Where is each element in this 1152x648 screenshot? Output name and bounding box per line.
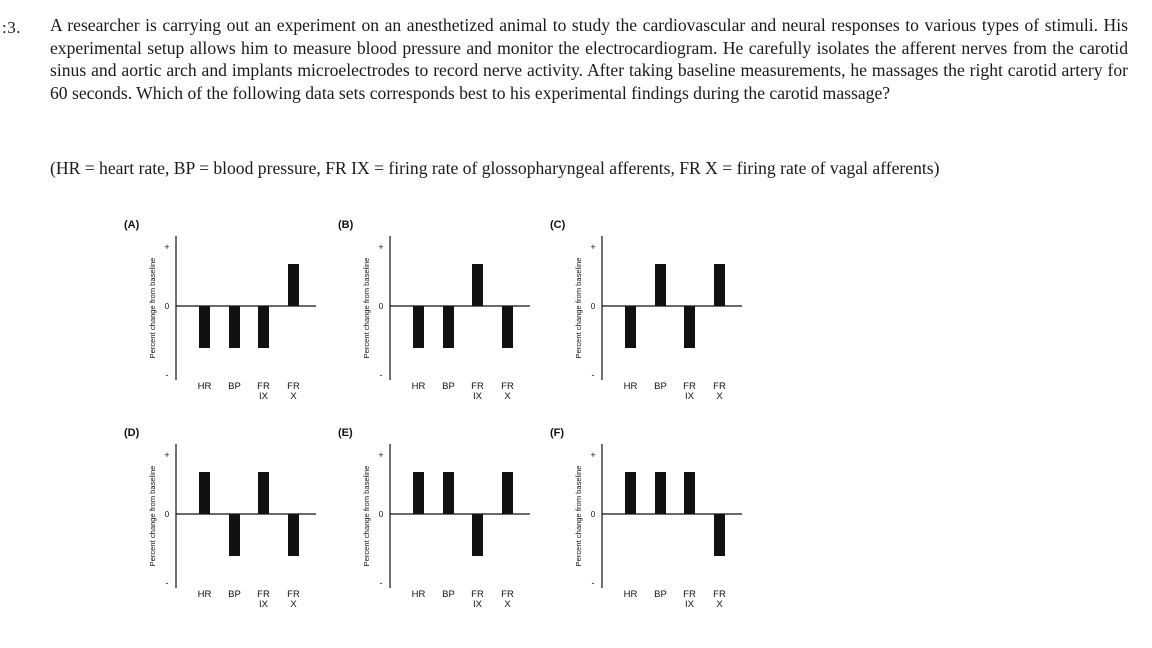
chart-a-bar-bp bbox=[229, 306, 240, 348]
chart-e-category-label: FR bbox=[471, 589, 484, 600]
chart-b-bar-hr bbox=[413, 306, 424, 348]
chart-f-category-label: FR bbox=[713, 589, 726, 600]
chart-d-bar-bp bbox=[229, 514, 240, 556]
chart-a-category-label: FR bbox=[287, 381, 300, 392]
chart-c-ytick: 0 bbox=[590, 302, 596, 311]
chart-c-category-label: HR bbox=[623, 381, 638, 392]
chart-f-label: (F) bbox=[550, 427, 565, 439]
abbreviation-legend: (HR = heart rate, BP = blood pressure, FR IX = firing rate of glossopharyngeal afferents, FR X = firing rate of vagal afferents) bbox=[50, 158, 940, 178]
chart-d-ytick: + bbox=[164, 450, 170, 460]
chart-e-ytick: - bbox=[379, 578, 383, 588]
question-number: :3. bbox=[2, 18, 21, 37]
chart-b-category-label: FR bbox=[501, 381, 514, 392]
chart-b-y-label: Percent change from baseline bbox=[362, 257, 371, 359]
chart-f-ytick: - bbox=[591, 578, 595, 588]
question-text: A researcher is carrying out an experiment on an anesthetized animal to study the cardiovascular and neural responses to various types of stimuli. His experimental setup allows him to measure blood pressure and monitor the electrocardiogram. He carefully isolates the afferent nerves from the carotid sinus and aortic arch and implants microelectrodes to record nerve activity. After taking baseline measurements, he massages the right carotid artery for 60 seconds. Which of the following data sets corresponds best to his experimental findings during the carotid massage? bbox=[50, 15, 1128, 103]
chart-f-ytick: + bbox=[590, 450, 596, 460]
chart-d-y-label: Percent change from baseline bbox=[148, 465, 157, 567]
chart-a-bar-fr-ix bbox=[258, 306, 269, 348]
chart-a-label: (A) bbox=[124, 219, 140, 231]
chart-e-y-label: Percent change from baseline bbox=[362, 465, 371, 567]
chart-d-category-label: FR bbox=[287, 589, 300, 600]
chart-e-category-label: X bbox=[504, 599, 511, 610]
chart-d-bar-hr bbox=[199, 472, 210, 514]
chart-d-category-label: IX bbox=[259, 599, 268, 610]
chart-f-bar-hr bbox=[625, 472, 636, 514]
chart-e-bar-hr bbox=[413, 472, 424, 514]
chart-b-ytick: + bbox=[378, 242, 384, 252]
chart-d-category-label: FR bbox=[257, 589, 270, 600]
chart-c-bar-fr-ix bbox=[684, 306, 695, 348]
chart-d-category-label: X bbox=[290, 599, 297, 610]
chart-d-bar-fr-ix bbox=[258, 472, 269, 514]
chart-a-ytick: + bbox=[164, 242, 170, 252]
chart-b-bar-bp bbox=[443, 306, 454, 348]
chart-f-bar-fr-ix bbox=[684, 472, 695, 514]
chart-c-label: (C) bbox=[550, 219, 566, 231]
chart-b-category-label: X bbox=[504, 391, 511, 402]
chart-f-ytick: 0 bbox=[590, 510, 596, 519]
chart-d-category-label: BP bbox=[228, 589, 241, 600]
chart-f-category-label: HR bbox=[623, 589, 638, 600]
chart-a-bar-fr-x bbox=[288, 264, 299, 306]
chart-e-category-label: BP bbox=[442, 589, 455, 600]
chart-b-ytick: 0 bbox=[378, 302, 384, 311]
chart-b-category-label: BP bbox=[442, 381, 455, 392]
chart-e-bar-bp bbox=[443, 472, 454, 514]
chart-f-bar-bp bbox=[655, 472, 666, 514]
chart-c-bar-hr bbox=[625, 306, 636, 348]
chart-c-bar-bp bbox=[655, 264, 666, 306]
chart-e-bar-fr-ix bbox=[472, 514, 483, 556]
chart-b-category-label: IX bbox=[473, 391, 482, 402]
chart-b-ytick: - bbox=[379, 370, 383, 380]
chart-e-bar-fr-x bbox=[502, 472, 513, 514]
chart-d-label: (D) bbox=[124, 427, 140, 439]
chart-a-category-label: HR bbox=[197, 381, 212, 392]
chart-a-y-label: Percent change from baseline bbox=[148, 257, 157, 359]
chart-e-label: (E) bbox=[338, 427, 353, 439]
chart-d-ytick: 0 bbox=[164, 510, 170, 519]
chart-c-category-label: FR bbox=[713, 381, 726, 392]
chart-f-category-label: X bbox=[716, 599, 723, 610]
chart-b-bar-fr-x bbox=[502, 306, 513, 348]
chart-e-category-label: FR bbox=[501, 589, 514, 600]
chart-b-category-label: HR bbox=[411, 381, 426, 392]
chart-f-category-label: FR bbox=[683, 589, 696, 600]
chart-c-ytick: + bbox=[590, 242, 596, 252]
chart-c-category-label: IX bbox=[685, 391, 694, 402]
chart-a-ytick: 0 bbox=[164, 302, 170, 311]
chart-c-ytick: - bbox=[591, 370, 595, 380]
chart-b-label: (B) bbox=[338, 219, 354, 231]
chart-a-category-label: X bbox=[290, 391, 297, 402]
chart-a-bar-hr bbox=[199, 306, 210, 348]
chart-e-category-label: IX bbox=[473, 599, 482, 610]
chart-c-category-label: X bbox=[716, 391, 723, 402]
chart-c-bar-fr-x bbox=[714, 264, 725, 306]
chart-e-ytick: + bbox=[378, 450, 384, 460]
chart-c-y-label: Percent change from baseline bbox=[574, 257, 583, 359]
chart-b-category-label: FR bbox=[471, 381, 484, 392]
chart-d-category-label: HR bbox=[197, 589, 212, 600]
chart-d-ytick: - bbox=[165, 578, 169, 588]
chart-a-ytick: - bbox=[165, 370, 169, 380]
chart-a-category-label: IX bbox=[259, 391, 268, 402]
chart-a-category-label: FR bbox=[257, 381, 270, 392]
chart-b-bar-fr-ix bbox=[472, 264, 483, 306]
chart-f-category-label: BP bbox=[654, 589, 667, 600]
chart-e-category-label: HR bbox=[411, 589, 426, 600]
chart-c-category-label: BP bbox=[654, 381, 667, 392]
chart-c-category-label: FR bbox=[683, 381, 696, 392]
chart-f-y-label: Percent change from baseline bbox=[574, 465, 583, 567]
chart-a-category-label: BP bbox=[228, 381, 241, 392]
chart-f-bar-fr-x bbox=[714, 514, 725, 556]
chart-d-bar-fr-x bbox=[288, 514, 299, 556]
chart-e-ytick: 0 bbox=[378, 510, 384, 519]
chart-f-category-label: IX bbox=[685, 599, 694, 610]
